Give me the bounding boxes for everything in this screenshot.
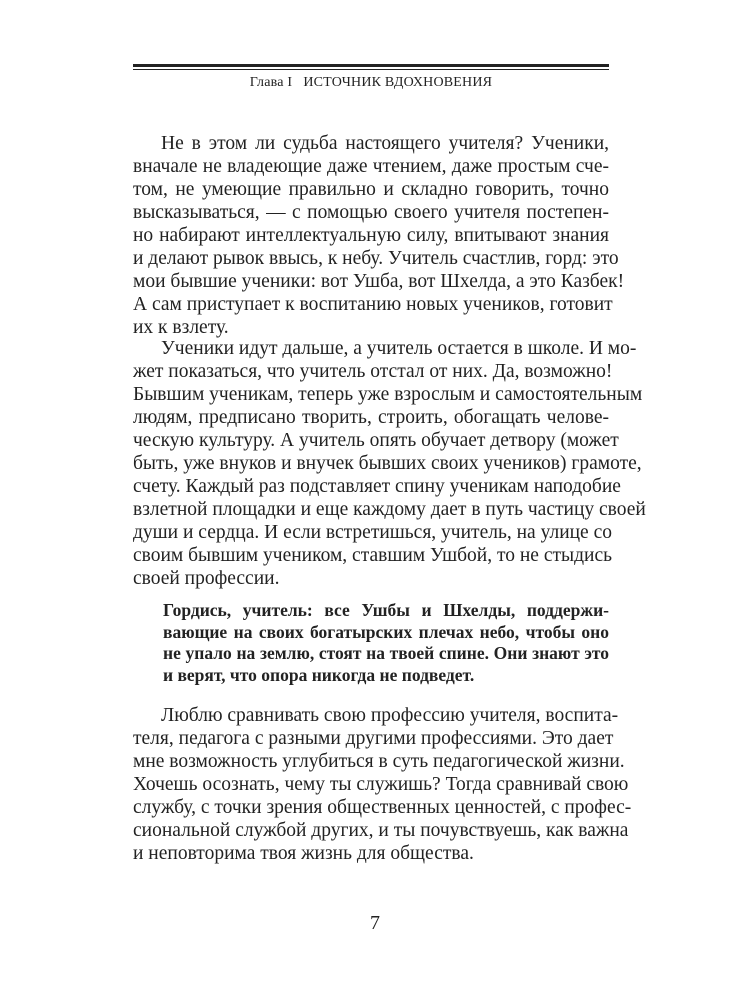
text-line: своей профессии. (133, 568, 280, 589)
text-line: мне возможность углубиться в суть педагогической жизни. (133, 751, 625, 772)
text-line: А сам приступает к воспитанию новых учеников, готовит (133, 294, 613, 315)
text-line: души и сердца. И если встретишься, учитель, на улице со (133, 522, 612, 543)
text-line: взлетной площадки и еще каждому дает в путь частицу своей (133, 499, 646, 520)
text-line: жет показаться, что учитель отстал от них. Да, возможно! (133, 361, 613, 382)
bold-quote (163, 600, 609, 686)
text-line: и неповторима твоя жизнь для общества. (133, 843, 474, 864)
text-line: вающие на своих богатырских плечах небо, чтобы оно (163, 621, 609, 642)
paragraph-2 (133, 337, 646, 590)
page-number: 7 (370, 912, 380, 934)
text-line: счету. Каждый раз подставляет спину ученикам наподобие (133, 476, 621, 497)
header-rule-thick (133, 64, 609, 67)
text-line: том, не умеющие правильно и складно говорить, точно (133, 179, 609, 200)
text-line: Гордись, учитель: все Ушбы и Шхелды, поддержи- (163, 600, 609, 620)
text-line: Ученики идут дальше, а учитель остается в школе. И мо- (161, 338, 637, 359)
text-line: Хочешь осознать, чему ты служишь? Тогда сравнивай свою (133, 774, 629, 795)
text-line: мои бывшие ученики: вот Ушба, вот Шхелда, а это Казбек! (133, 271, 625, 292)
text-line: службу, с точки зрения общественных ценностей, с профес- (133, 797, 632, 818)
text-line: и делают рывок ввысь, к небу. Учитель счастлив, горд: это (133, 248, 619, 269)
text-line: ческую культуру. А учитель опять обучает детвору (может (133, 430, 619, 451)
text-line: Люблю сравнивать свою профессию учителя, воспита- (161, 705, 619, 726)
text-line: сиональной службой других, и ты почувствуешь, как важна (133, 820, 629, 841)
text-line: и верят, что опора никогда не подведет. (163, 664, 475, 685)
chapter-label: Глава I (249, 75, 293, 90)
chapter-title: ИСТОЧНИК ВДОХНОВЕНИЯ (303, 75, 493, 90)
text-line: вначале не владеющие даже чтением, даже простым сче- (133, 156, 609, 177)
text-line: не упало на землю, стоят на твоей спине. Они знают это (163, 643, 609, 663)
running-header (133, 75, 609, 91)
header-rule-thin (133, 69, 609, 70)
text-line: теля, педагога с разными другими профессиями. Это дает (133, 728, 614, 749)
text-line: людям, предписано творить, строить, обогащать челове- (133, 407, 609, 428)
text-line: своим бывшим учеником, ставшим Ушбой, то не стыдись (133, 545, 613, 566)
text-line: Не в этом ли судьба настоящего учителя? Ученики, (161, 133, 609, 154)
text-line: но набирают интеллектуальную силу, впитывают знания (133, 225, 609, 246)
text-line: Бывшим ученикам, теперь уже взрослым и самостоятельным (133, 384, 643, 405)
text-line: высказываться, — с помощью своего учителя постепен- (133, 202, 609, 223)
text-line: быть, уже внуков и внучек бывших своих учеников) грамоте, (133, 453, 642, 474)
text-line: их к взлету. (133, 317, 229, 338)
paragraph-3 (133, 704, 632, 865)
paragraph-1 (133, 132, 625, 339)
